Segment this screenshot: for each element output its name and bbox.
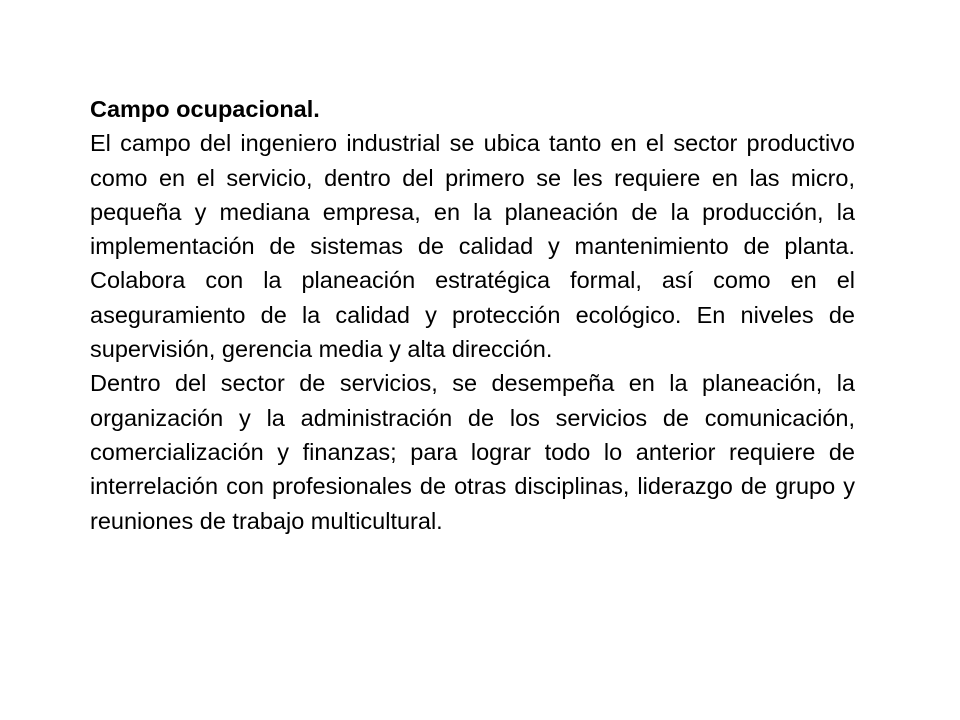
- paragraph: El campo del ingeniero industrial se ubica tanto en el sector productivo como en el servicio, dentro del primero se les requiere en las micro, pequeña y mediana empresa, en la planeación de la producción, la implementación de sistemas de calidad y mantenimiento de planta. Colabora con la planeación estratégica formal, así como en el aseguramiento de la calidad y protección ecológico. En niveles de supervisión, gerencia media y alta dirección.: [90, 130, 855, 363]
- paragraph: Dentro del sector de servicios, se desempeña en la planeación, la organización y la administración de los servicios de comunicación, comercialización y finanzas; para lograr todo lo anterior requiere de interrelación con profesionales de otras disciplinas, liderazgo de grupo y reuniones de trabajo multicultural.: [90, 370, 855, 534]
- heading: Campo ocupacional.: [90, 96, 320, 122]
- text-block: [90, 92, 855, 538]
